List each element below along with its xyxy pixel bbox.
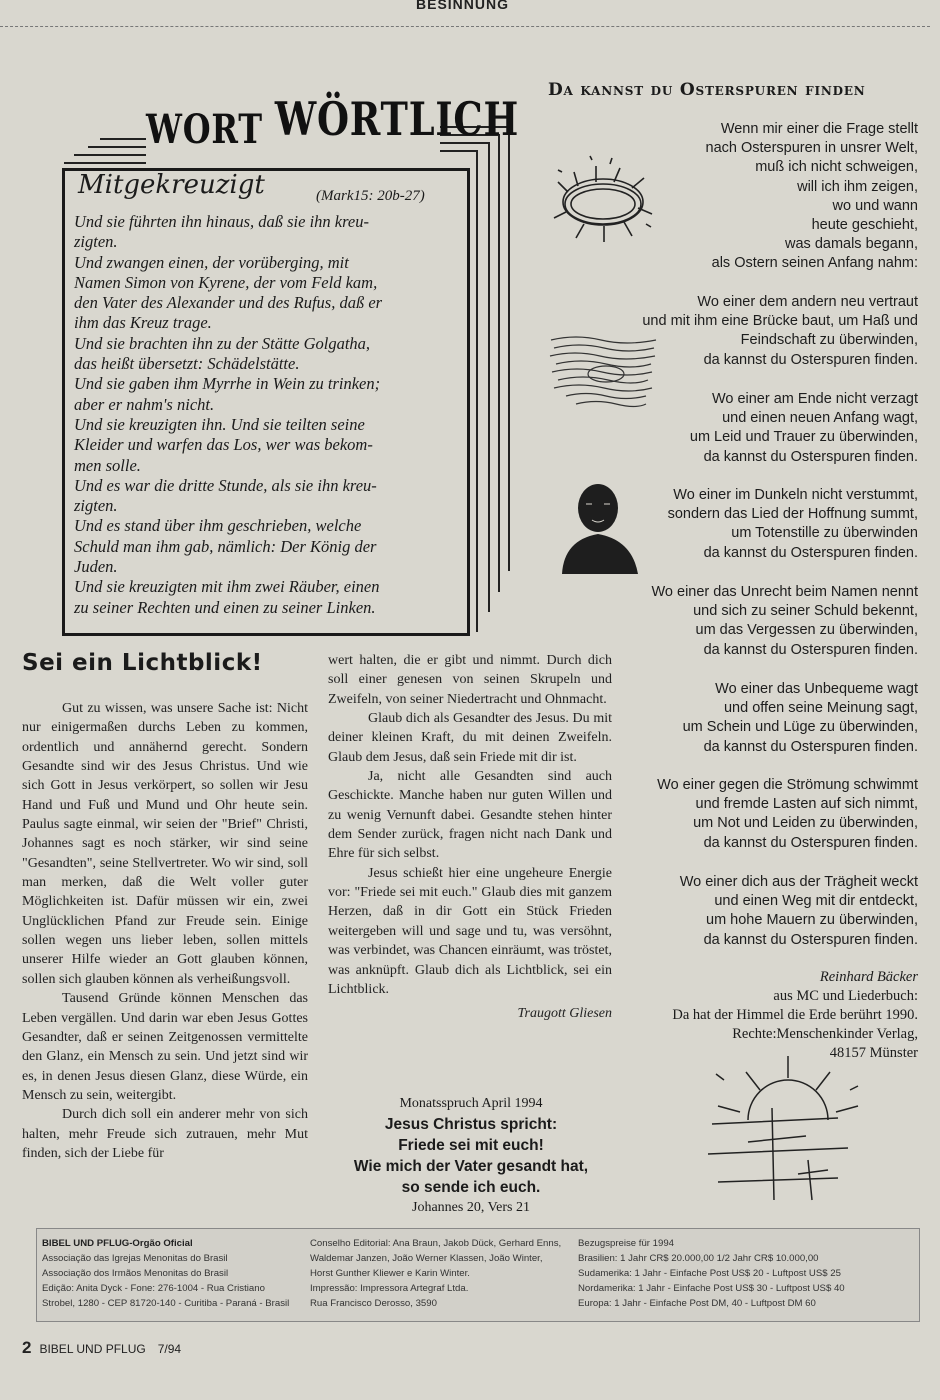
issue-number: 7/94 xyxy=(157,1342,182,1356)
article-column-1: Gut zu wissen, was unsere Sache ist: Nicht nur einigermaßen durchs Leben zu kommen, ordentlich und annähernd gerecht. Sondern Gesandte sind wir des Jesus Christus. Und wie sich Gott in Jesus verkörpert, so sollen wir Jesu Hand und Fuß und Mund und Ohr heute sein. Paulus sagte einmal, wir seien der "Brief" Christi, Johannes sagt es noch stärker, wir sind seine "Gesandten", seine Stellvertreter. Wo wir sind, soll man merken, daß die Welt voller guter Möglichkeiten ist. Dafür müssen wir ein, zwei Unglücklichen Pfand zur Freude sein. Einige sollen wegen uns lieber leben, sollen mittels unserer Hilfe wieder an Gott glauben können, sollen sich glauben können als verheißungsvoll. Tausend Gründe können Menschen das Leben vergällen. Und darin war eben Jesus Gottes Gesandter, daß er seinen Zeitgenossen vermittelte den Glanz, ein Mensch zu sein. Und jetzt sind wir es, in denen Jesus diesen Glanz, diese Würde, ein Mensch zu sein, weitergibt. Durch dich soll ein anderer mehr von sich halten, mehr Freude sich zutrauen, mehr Mut finden, sich der Liebe für xyxy=(22,701,308,1161)
poem-title: Da kannst du Osterspuren finden xyxy=(548,80,866,100)
person-figure-illustration xyxy=(552,478,642,574)
imprint-column-1: BIBEL UND PFLUG-Orgão Oficial Associação das Igrejas Menonitas do Brasil Associação dos Irmãos Menonitas do Brasil Edição: Anita Dyck - Fone: 276-1004 - Rua Cristiano Strobel, 1280 - CEP 81720-140 - Curitiba - Paraná - Brasil xyxy=(42,1238,290,1309)
article-column-2: wert halten, die er gibt und nimmt. Durch dich soll einer genesen von seinen Skrupeln und Zweifeln, von seiner Niedertracht und Ohnmacht. Glaub dich als Gesandter des Jesus. Du mit deiner kleinen Kraft, du mit deinen Zweifeln. Glaub dem Jesus, daß sein Friede mit dir ist. Ja, nicht alle Gesandten sind auch Geschickte. Manche haben nur guten Willen und zu wenig Vernunft dabei. Gesandte stehen hinter dem Sender zurück, fragen nicht nach Dank und Ehre für sich selbst. Jesus schießt hier eine ungeheure Energie vor: "Friede sei mit euch." Glaub dies mit ganzem Herzen, daß in dir Gott ein Stück Frieden weitergeben will und sage und tu, was versöhnt, was verbindet, was Chancen einräumt, was tröstet, was anknüpft. Glaub dich als Lichtblick, sei ein Lichtblick. Traugott Gliesen xyxy=(328,651,612,1024)
poem-stanza: Wo einer dem andern neu vertraut und mit ihm eine Brücke baut, um Haß und Feindschaft zu überwinden, da kannst du Osterspuren finden. xyxy=(642,294,918,368)
poem-stanza: Wo einer das Unbequeme wagt und offen seine Meinung sagt, um Schein und Lüge zu überwinden, da kannst du Osterspuren finden. xyxy=(682,681,918,755)
page-footer xyxy=(22,1338,181,1358)
poem-credit: Reinhard Bäcker aus MC und Liederbuch: Da hat der Himmel die Erde berührt 1990. Rechte:Menschenkinder Verlag, 48157 Münster xyxy=(672,969,918,1061)
imprint-column-3: Bezugspreise für 1994 Brasilien: 1 Jahr CR$ 20.000,00 1/2 Jahr CR$ 10.000,00 Sudamerika: 1 Jahr - Einfache Post US$ 20 - Luftpost US$ 25 Nordamerika: 1 Jahr - Einfache Post US$ 30 - Luftpost US$ 40 Europa: 1 Jahr - Einfache Post DM, 40 - Luftpost DM 60 xyxy=(578,1238,845,1309)
monatsspruch: Monatsspruch April 1994 Jesus Christus spricht: Friede sei mit euch! Wie mich der Vater gesandt hat, so sende ich euch. Johannes 20, Vers 21 xyxy=(353,1096,589,1215)
poem-stanza: Wo einer im Dunkeln nicht verstummt, sondern das Lied der Hoffnung summt, um Totenstille zu überwinden da kannst du Osterspuren finden. xyxy=(667,487,918,561)
poem-stanza: Wenn mir einer die Frage stellt nach Osterspuren in unsrer Welt, muß ich nicht schweigen, will ich ihm zeigen, wo und wann heute geschieht, was damals begann, als Ostern seinen Anfang nahm: xyxy=(705,121,918,272)
wort-bible-text: Und sie führten ihn hinaus, daß sie ihn kreu- zigten. Und zwangen einen, der vorüberging, mit Namen Simon von Kyrene, der vom Feld kam, den Vater des Alexander und des Rufus, daß er ihm das Kreuz trage. Und sie brachten ihn zu der Stätte Golgatha, das heißt übersetzt: Schädelstätte. Und sie gaben ihm Myrrhe in Wein zu trinken; aber er nahm's nicht. Und sie kreuzigten ihn. Und sie teilten seine Kleider und warfen das Los, wer was bekom- men solle. Und es war die dritte Stunde, als sie ihn kreu- zigten. Und es stand über ihm geschrieben, welche Schuld man ihm gab, nämlich: Der König der Juden. Und sie kreuzigten mit ihm zwei Räuber, einen zu seiner Rechten und einen zu seiner Linken. xyxy=(74,212,383,617)
wort-reference: (Mark15: 20b-27) xyxy=(316,188,425,204)
article-author: Traugott Gliesen xyxy=(517,1006,612,1022)
poem-stanza: Wo einer am Ende nicht verzagt und einen neuen Anfang wagt, um Leid und Trauer zu überwinden, da kannst du Osterspuren finden. xyxy=(689,391,918,465)
section-header: BESINNUNG xyxy=(416,0,510,12)
magazine-name: BIBEL UND PFLUG xyxy=(39,1342,146,1356)
header-rule xyxy=(0,26,930,27)
sun-cross-sketch-illustration xyxy=(688,1050,868,1210)
page-number: 2 xyxy=(22,1338,32,1357)
poem-stanza: Wo einer das Unrecht beim Namen nennt und sich zu seiner Schuld bekennt, um das Vergessen zu überwinden, da kannst du Osterspuren finden. xyxy=(651,584,918,658)
wort-heading: Mitgekreuzigt xyxy=(78,170,265,200)
poem-stanza: Wo einer dich aus der Trägheit weckt und einen Weg mit dir entdeckt, um hohe Mauern zu überwinden, da kannst du Osterspuren finden. xyxy=(679,874,918,948)
article-title: Sei ein Lichtblick! xyxy=(22,650,263,676)
imprint-column-2: Conselho Editorial: Ana Braun, Jakob Dück, Gerhard Enns, Waldemar Janzen, João Werner Klassen, João Winter, Horst Gunther Kliewer e Karin Winter. Impressão: Impressora Artegraf Ltda. Rua Francisco Derosso, 3590 xyxy=(310,1238,562,1309)
wort-woertlich-title: WORT WÖRTLICH xyxy=(146,92,520,153)
water-waves-illustration xyxy=(546,330,661,420)
poem-stanza: Wo einer gegen die Strömung schwimmt und fremde Lasten auf sich nimmt, um Not und Leiden zu überwinden, da kannst du Osterspuren finden. xyxy=(657,777,918,851)
crown-of-thorns-illustration xyxy=(548,152,658,252)
